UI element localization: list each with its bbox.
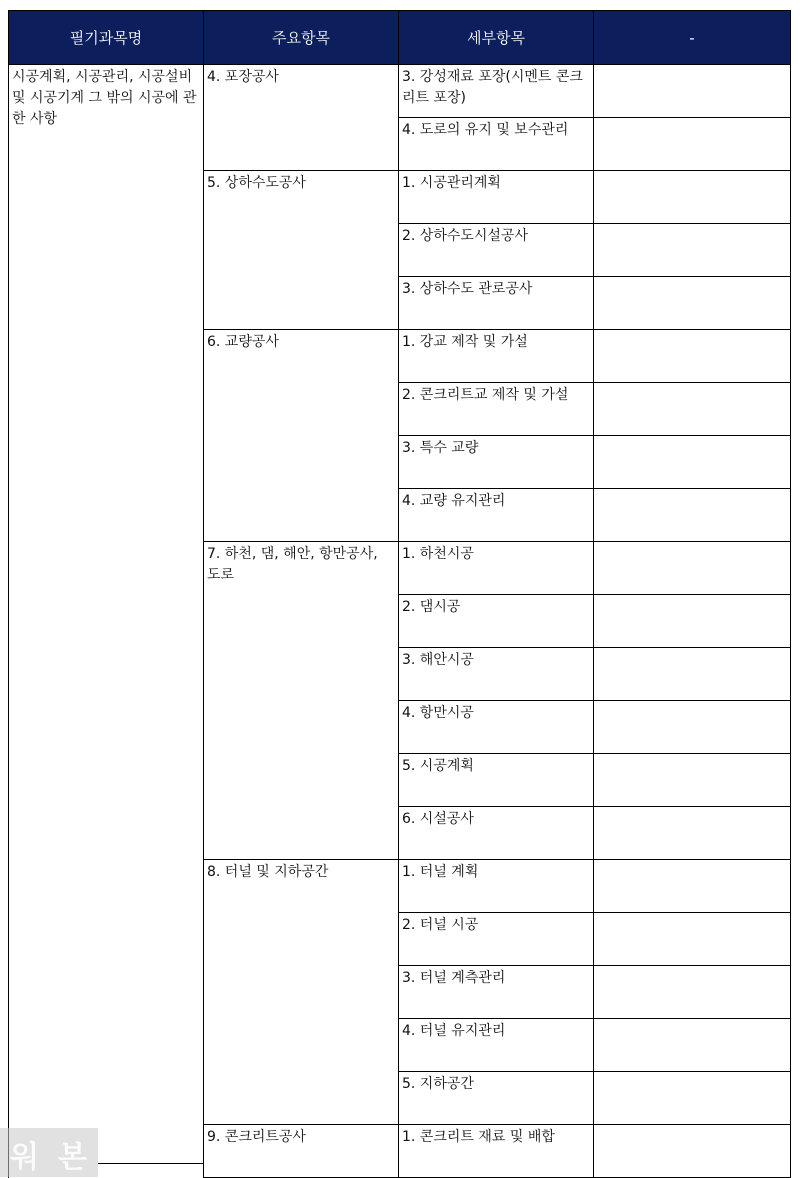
- detail-item-cell: 4. 터널 유지관리: [399, 1019, 594, 1072]
- main-item-cell: 7. 하천, 댐, 해안, 항만공사, 도로: [204, 542, 399, 860]
- detail-item-cell: 3. 특수 교량: [399, 436, 594, 489]
- table-row: [9, 65, 791, 118]
- value-cell: [594, 701, 791, 754]
- value-cell: [594, 913, 791, 966]
- detail-item-cell: 1. 터널 계획: [399, 860, 594, 913]
- detail-item-cell: 1. 하천시공: [399, 542, 594, 595]
- detail-item-cell: 3. 해안시공: [399, 648, 594, 701]
- watermark-glyph-left: 워: [10, 1140, 39, 1175]
- detail-item-cell: 5. 시공계획: [399, 754, 594, 807]
- detail-item-cell: 6. 시설공사: [399, 807, 594, 860]
- header-main-item: 주요항목: [204, 11, 399, 65]
- main-item-cell: 5. 상하수도공사: [204, 171, 399, 330]
- header-detail-item: 세부항목: [399, 11, 594, 65]
- value-cell: [594, 1019, 791, 1072]
- value-cell: [594, 1125, 791, 1178]
- table-bottom-border: [98, 1163, 203, 1164]
- value-cell: [594, 383, 791, 436]
- detail-item-cell: 4. 교량 유지관리: [399, 489, 594, 542]
- main-item-cell: 8. 터널 및 지하공간: [204, 860, 399, 1125]
- detail-item-cell: 2. 상하수도시설공사: [399, 224, 594, 277]
- header-extra: -: [594, 11, 791, 65]
- value-cell: [594, 65, 791, 118]
- detail-item-cell: 2. 터널 시공: [399, 913, 594, 966]
- value-cell: [594, 118, 791, 171]
- value-cell: [594, 436, 791, 489]
- value-cell: [594, 1072, 791, 1125]
- detail-item-cell: 3. 터널 계측관리: [399, 966, 594, 1019]
- value-cell: [594, 224, 791, 277]
- header-row: [9, 11, 791, 65]
- value-cell: [594, 277, 791, 330]
- header-subject: 필기과목명: [9, 11, 204, 65]
- subject-cell: 시공계획, 시공관리, 시공설비 및 시공기계 그 밖의 시공에 관한 사항: [9, 65, 204, 1178]
- value-cell: [594, 330, 791, 383]
- detail-item-cell: 1. 시공관리계획: [399, 171, 594, 224]
- value-cell: [594, 754, 791, 807]
- detail-item-cell: 3. 강성재료 포장(시멘트 콘크리트 포장): [399, 65, 594, 118]
- detail-item-cell: 2. 댐시공: [399, 595, 594, 648]
- syllabus-table: [8, 10, 791, 1178]
- main-item-cell: 6. 교량공사: [204, 330, 399, 542]
- value-cell: [594, 595, 791, 648]
- detail-item-cell: 2. 콘크리트교 제작 및 가설: [399, 383, 594, 436]
- watermark-logo: [0, 1128, 98, 1177]
- detail-item-cell: 1. 강교 제작 및 가설: [399, 330, 594, 383]
- watermark-glyph-right: 본: [58, 1140, 87, 1175]
- value-cell: [594, 648, 791, 701]
- detail-item-cell: 5. 지하공간: [399, 1072, 594, 1125]
- table-body: [9, 65, 791, 1178]
- detail-item-cell: 4. 도로의 유지 및 보수관리: [399, 118, 594, 171]
- value-cell: [594, 807, 791, 860]
- main-item-cell: 9. 콘크리트공사: [204, 1125, 399, 1178]
- value-cell: [594, 966, 791, 1019]
- value-cell: [594, 860, 791, 913]
- value-cell: [594, 171, 791, 224]
- detail-item-cell: 1. 콘크리트 재료 및 배합: [399, 1125, 594, 1178]
- value-cell: [594, 542, 791, 595]
- detail-item-cell: 3. 상하수도 관로공사: [399, 277, 594, 330]
- main-item-cell: 4. 포장공사: [204, 65, 399, 171]
- value-cell: [594, 489, 791, 542]
- detail-item-cell: 4. 항만시공: [399, 701, 594, 754]
